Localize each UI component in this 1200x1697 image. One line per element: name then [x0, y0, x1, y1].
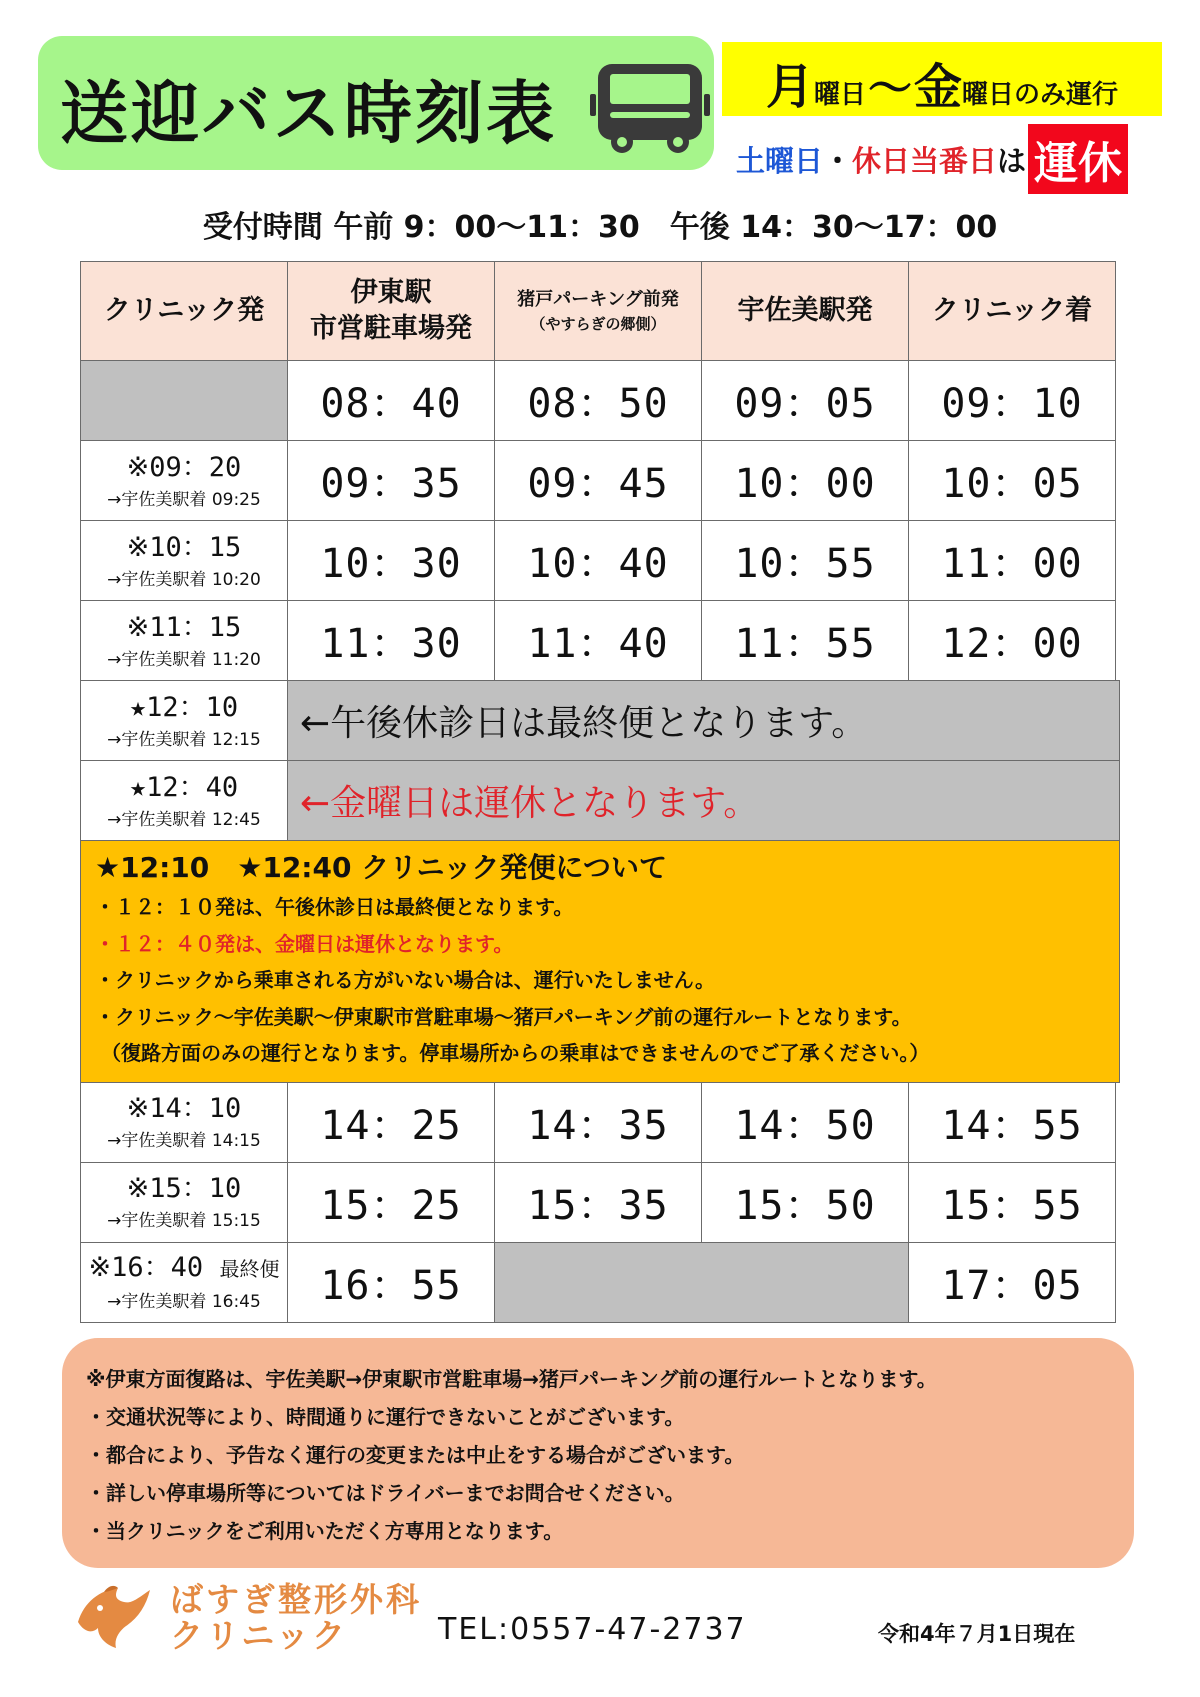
- telephone: TEL:0557-47-2737: [438, 1612, 747, 1647]
- info-line: ・クリニックから乗車される方がいない場合は、運行いたしません。: [95, 968, 715, 992]
- op-suffix: 曜日のみ運行: [962, 80, 1119, 110]
- info-line: ・１２：４０発は、金曜日は運休となります。: [95, 931, 514, 956]
- final-bus-label: 最終便: [219, 1259, 280, 1281]
- time-cell: 14：55: [908, 1082, 1116, 1163]
- time-cell: 08：40: [287, 360, 495, 441]
- closed-holiday: 休日当番日: [852, 143, 998, 178]
- op-day-suffix: 曜日: [813, 80, 866, 110]
- info-title: ★12:10 ★12:40 クリニック発便について: [95, 851, 667, 884]
- final-dep-time: ※16：40: [88, 1252, 204, 1283]
- op-to-day: 金: [914, 59, 963, 115]
- time-cell: 10：40: [494, 520, 702, 601]
- time-cell: 15：50: [701, 1162, 909, 1243]
- departure-cell: ※11：15 →宇佐美駅着 11:20: [80, 600, 288, 681]
- table-row: [80, 1243, 1120, 1323]
- note-line: ・詳しい停車場所等についてはドライバーまでお問合せください。: [86, 1481, 685, 1505]
- time-cell: 14：25: [287, 1082, 495, 1163]
- timetable: [80, 262, 1120, 1323]
- departure-cell: ※14：10 →宇佐美駅着 14:15: [80, 1082, 288, 1163]
- operation-days-banner: [722, 42, 1162, 116]
- note-line: ※伊東方面復路は、宇佐美駅→伊東駅市営駐車場→猪戸パーキング前の運行ルートとなります。: [86, 1367, 937, 1391]
- op-from-day: 月: [765, 59, 814, 115]
- horse-logo-icon: [74, 1582, 154, 1650]
- header-cell: 宇佐美駅発: [701, 261, 909, 361]
- time-cell: 12：00: [908, 600, 1116, 681]
- table-header-row: [80, 262, 1120, 361]
- table-row: [80, 521, 1120, 601]
- table-row: [80, 441, 1120, 521]
- time-cell: 11：55: [701, 600, 909, 681]
- departure-cell: ※09：20 →宇佐美駅着 09:25: [80, 440, 288, 521]
- table-row: [80, 1163, 1120, 1243]
- departure-cell: ★12：10 →宇佐美駅着 12:15: [80, 680, 288, 761]
- time-cell: 10：05: [908, 440, 1116, 521]
- op-tilde: 〜: [868, 63, 912, 114]
- clinic-logo-text: [170, 1582, 422, 1654]
- info-line: （復路方面のみの運行となります。停車場所からの乗車はできませんのでご了承ください。）: [101, 1041, 930, 1065]
- header-cell: クリニック着: [908, 261, 1116, 361]
- empty-departure-cell: [80, 360, 288, 441]
- note-line: ・交通状況等により、時間通りに運行できないことがございます。: [86, 1405, 685, 1429]
- time-cell: 09：10: [908, 360, 1116, 441]
- time-cell: 10：55: [701, 520, 909, 601]
- header-cell: クリニック発: [80, 261, 288, 361]
- note-line: ・当クリニックをご利用いただく方専用となります。: [86, 1519, 564, 1543]
- header-cell: 伊東駅 市営駐車場発: [287, 261, 495, 361]
- table-row: [80, 601, 1120, 681]
- closed-badge: 運休: [1028, 124, 1128, 194]
- table-row: [80, 1083, 1120, 1163]
- info-line: ・クリニック〜宇佐美駅〜伊東駅市営駐車場〜猪戸パーキング前の運行ルートとなります。: [95, 1004, 912, 1029]
- table-row: [80, 361, 1120, 441]
- time-cell: 09：35: [287, 440, 495, 521]
- closed-days-notice: [736, 124, 1128, 194]
- departure-cell: ※10：15 →宇佐美駅着 10:20: [80, 520, 288, 601]
- time-cell: 15：55: [908, 1162, 1116, 1243]
- bus-icon: [586, 60, 714, 156]
- friday-suspension-note: ←金曜日は運休となります。: [287, 760, 1120, 841]
- header-cell: 猪戸パーキング前発 （やすらぎの郷側）: [494, 261, 702, 361]
- table-row: [80, 681, 1120, 761]
- time-cell: 16：55: [287, 1242, 495, 1323]
- time-cell: 09：05: [701, 360, 909, 441]
- special-departure-info: [80, 840, 1120, 1083]
- departure-cell: ※16：40 最終便 →宇佐美駅着 16:45: [80, 1242, 288, 1323]
- closed-ha: は: [997, 143, 1027, 178]
- note-line: ・都合により、予告なく運行の変更または中止をする場合がございます。: [86, 1443, 745, 1467]
- time-cell: 08：50: [494, 360, 702, 441]
- closed-dot: ・: [823, 143, 853, 178]
- notes-box: [62, 1338, 1134, 1568]
- time-cell: 15：35: [494, 1162, 702, 1243]
- table-row: [80, 761, 1120, 841]
- reception-hours: 受付時間 午前 9：00〜11：30 午後 14：30〜17：00: [202, 210, 998, 245]
- time-cell: 09：45: [494, 440, 702, 521]
- time-cell: 10：30: [287, 520, 495, 601]
- closed-saturday: 土曜日: [736, 143, 824, 178]
- departure-cell: ★12：40 →宇佐美駅着 12:45: [80, 760, 288, 841]
- no-service-cell: [494, 1242, 909, 1323]
- time-cell: 14：35: [494, 1082, 702, 1163]
- time-cell: 11：30: [287, 600, 495, 681]
- info-line: ・１２：１０発は、午後休診日は最終便となります。: [95, 895, 574, 919]
- as-of-date: 令和4年７月1日現在: [878, 1622, 1076, 1646]
- clinic-name-line2: クリニック: [170, 1616, 349, 1655]
- page-title: 送迎バス時刻表: [60, 75, 558, 154]
- departure-cell: ※15：10 →宇佐美駅着 15:15: [80, 1162, 288, 1243]
- time-cell: 14：50: [701, 1082, 909, 1163]
- time-cell: 11：00: [908, 520, 1116, 601]
- time-cell: 10：00: [701, 440, 909, 521]
- time-cell: 17：05: [908, 1242, 1116, 1323]
- title-banner: [38, 36, 714, 170]
- time-cell: 11：40: [494, 600, 702, 681]
- clinic-name-line1: ばすぎ整形外科: [170, 1580, 422, 1619]
- last-bus-note: ←午後休診日は最終便となります。: [287, 680, 1120, 761]
- time-cell: 15：25: [287, 1162, 495, 1243]
